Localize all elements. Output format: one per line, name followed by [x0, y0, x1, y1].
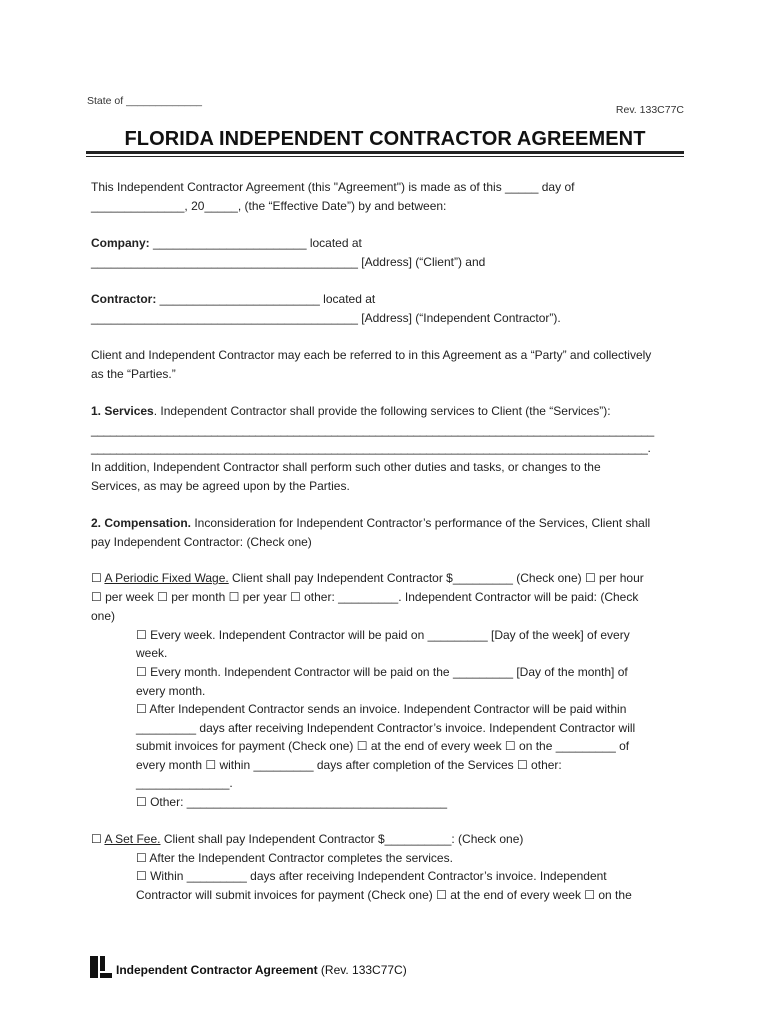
option-every-month-2: every month.	[136, 684, 206, 698]
option-invoice-3: submit invoices for payment (Check one) ☐ at the end of every week ☐ on the _________ of	[136, 739, 630, 753]
set-fee-option-2b: Contractor will submit invoices for payment (Check one) ☐ at the end of every week ☐ on the	[136, 888, 632, 902]
periodic-wage-line-3: one)	[91, 609, 116, 623]
services-blank-2: ________________________________________________________________________________________.	[91, 441, 651, 455]
page-footer	[90, 954, 407, 978]
contractor-name-field: ________________________ located at	[156, 292, 376, 306]
logo-icon	[90, 956, 112, 978]
company-address-line: ________________________________________ [Address] (“Client”) and	[91, 255, 486, 269]
intro-line-2: ______________, 20_____, (the “Effective Date”) by and between:	[91, 199, 447, 213]
footer-title: Independent Contractor Agreement	[116, 963, 318, 977]
services-line-2: In addition, Independent Contractor shall perform such other duties and tasks, or changes to the	[91, 460, 601, 474]
company-name-field: _______________________ located at	[149, 236, 362, 250]
option-every-week-2: week.	[136, 646, 168, 660]
revision-label: Rev. 133C77C	[615, 104, 684, 116]
contractor-label: Contractor:	[91, 292, 157, 306]
services-line-3: Services, as may be agreed upon by the Parties.	[91, 479, 350, 493]
option-every-month-1: ☐ Every month. Independent Contractor will be paid on the _________ [Day of the month] of	[136, 665, 628, 679]
intro-line-1: This Independent Contractor Agreement (this "Agreement") is made as of this _____ day of	[91, 180, 575, 194]
set-fee-option-2a: ☐ Within _________ days after receiving Independent Contractor’s invoice. Independent	[136, 869, 607, 883]
set-fee-line-1: ☐ A Set Fee. Client shall pay Independent Contractor $__________: (Check one)	[91, 832, 524, 846]
company-line-1	[91, 236, 362, 250]
set-fee-checkbox[interactable]: ☐	[91, 832, 105, 846]
periodic-wage-line-1: ☐ A Periodic Fixed Wage. Client shall pay Independent Contractor $_________ (Check one) ☐ per hour	[91, 571, 644, 585]
parties-line-1: Client and Independent Contractor may each be referred to in this Agreement as a “Party” and collectively	[91, 348, 652, 362]
footer-text	[116, 963, 407, 978]
parties-line-2: as the “Parties.”	[91, 367, 176, 381]
option-invoice-4: every month ☐ within _________ days after completion of the Services ☐ other:	[136, 758, 562, 772]
title-rule-thick	[86, 151, 684, 154]
option-every-week-1: ☐ Every week. Independent Contractor will be paid on _________ [Day of the week] of every	[136, 628, 630, 642]
option-invoice-2: _________ days after receiving Independent Contractor’s invoice. Independent Contractor will	[136, 721, 636, 735]
option-invoice-5: ______________.	[136, 776, 233, 790]
periodic-wage-label: A Periodic Fixed Wage.	[104, 571, 229, 585]
services-line-1: 1. Services. Independent Contractor shall provide the following services to Client (the “Services”):	[91, 404, 611, 418]
compensation-line-2: pay Independent Contractor: (Check one)	[91, 535, 312, 549]
services-blank-1: _________________________________________________________________________________________	[91, 423, 654, 437]
periodic-wage-line-2: ☐ per week ☐ per month ☐ per year ☐ other: _________. Independent Contractor will be paid: (Check	[91, 590, 639, 604]
compensation-line-1: 2. Compensation. Inconsideration for Independent Contractor’s performance of the Services, Client shall	[91, 516, 651, 530]
services-heading: 1. Services	[91, 404, 154, 418]
periodic-wage-checkbox[interactable]: ☐	[91, 571, 105, 585]
set-fee-label: A Set Fee.	[104, 832, 161, 846]
contractor-address-line: ________________________________________ [Address] (“Independent Contractor”).	[91, 311, 561, 325]
option-invoice-1: ☐ After Independent Contractor sends an invoice. Independent Contractor will be paid within	[136, 702, 627, 716]
company-label: Company:	[91, 236, 150, 250]
title-rule-thin	[86, 156, 684, 157]
document-title: FLORIDA INDEPENDENT CONTRACTOR AGREEMENT	[124, 128, 646, 150]
state-label: State of _____________	[87, 95, 203, 107]
option-other: ☐ Other: _______________________________________	[136, 795, 448, 809]
contractor-line-1	[91, 292, 375, 306]
compensation-heading: 2. Compensation.	[91, 516, 192, 530]
footer-revision: (Rev. 133C77C)	[317, 963, 407, 977]
set-fee-option-1: ☐ After the Independent Contractor completes the services.	[136, 851, 453, 865]
